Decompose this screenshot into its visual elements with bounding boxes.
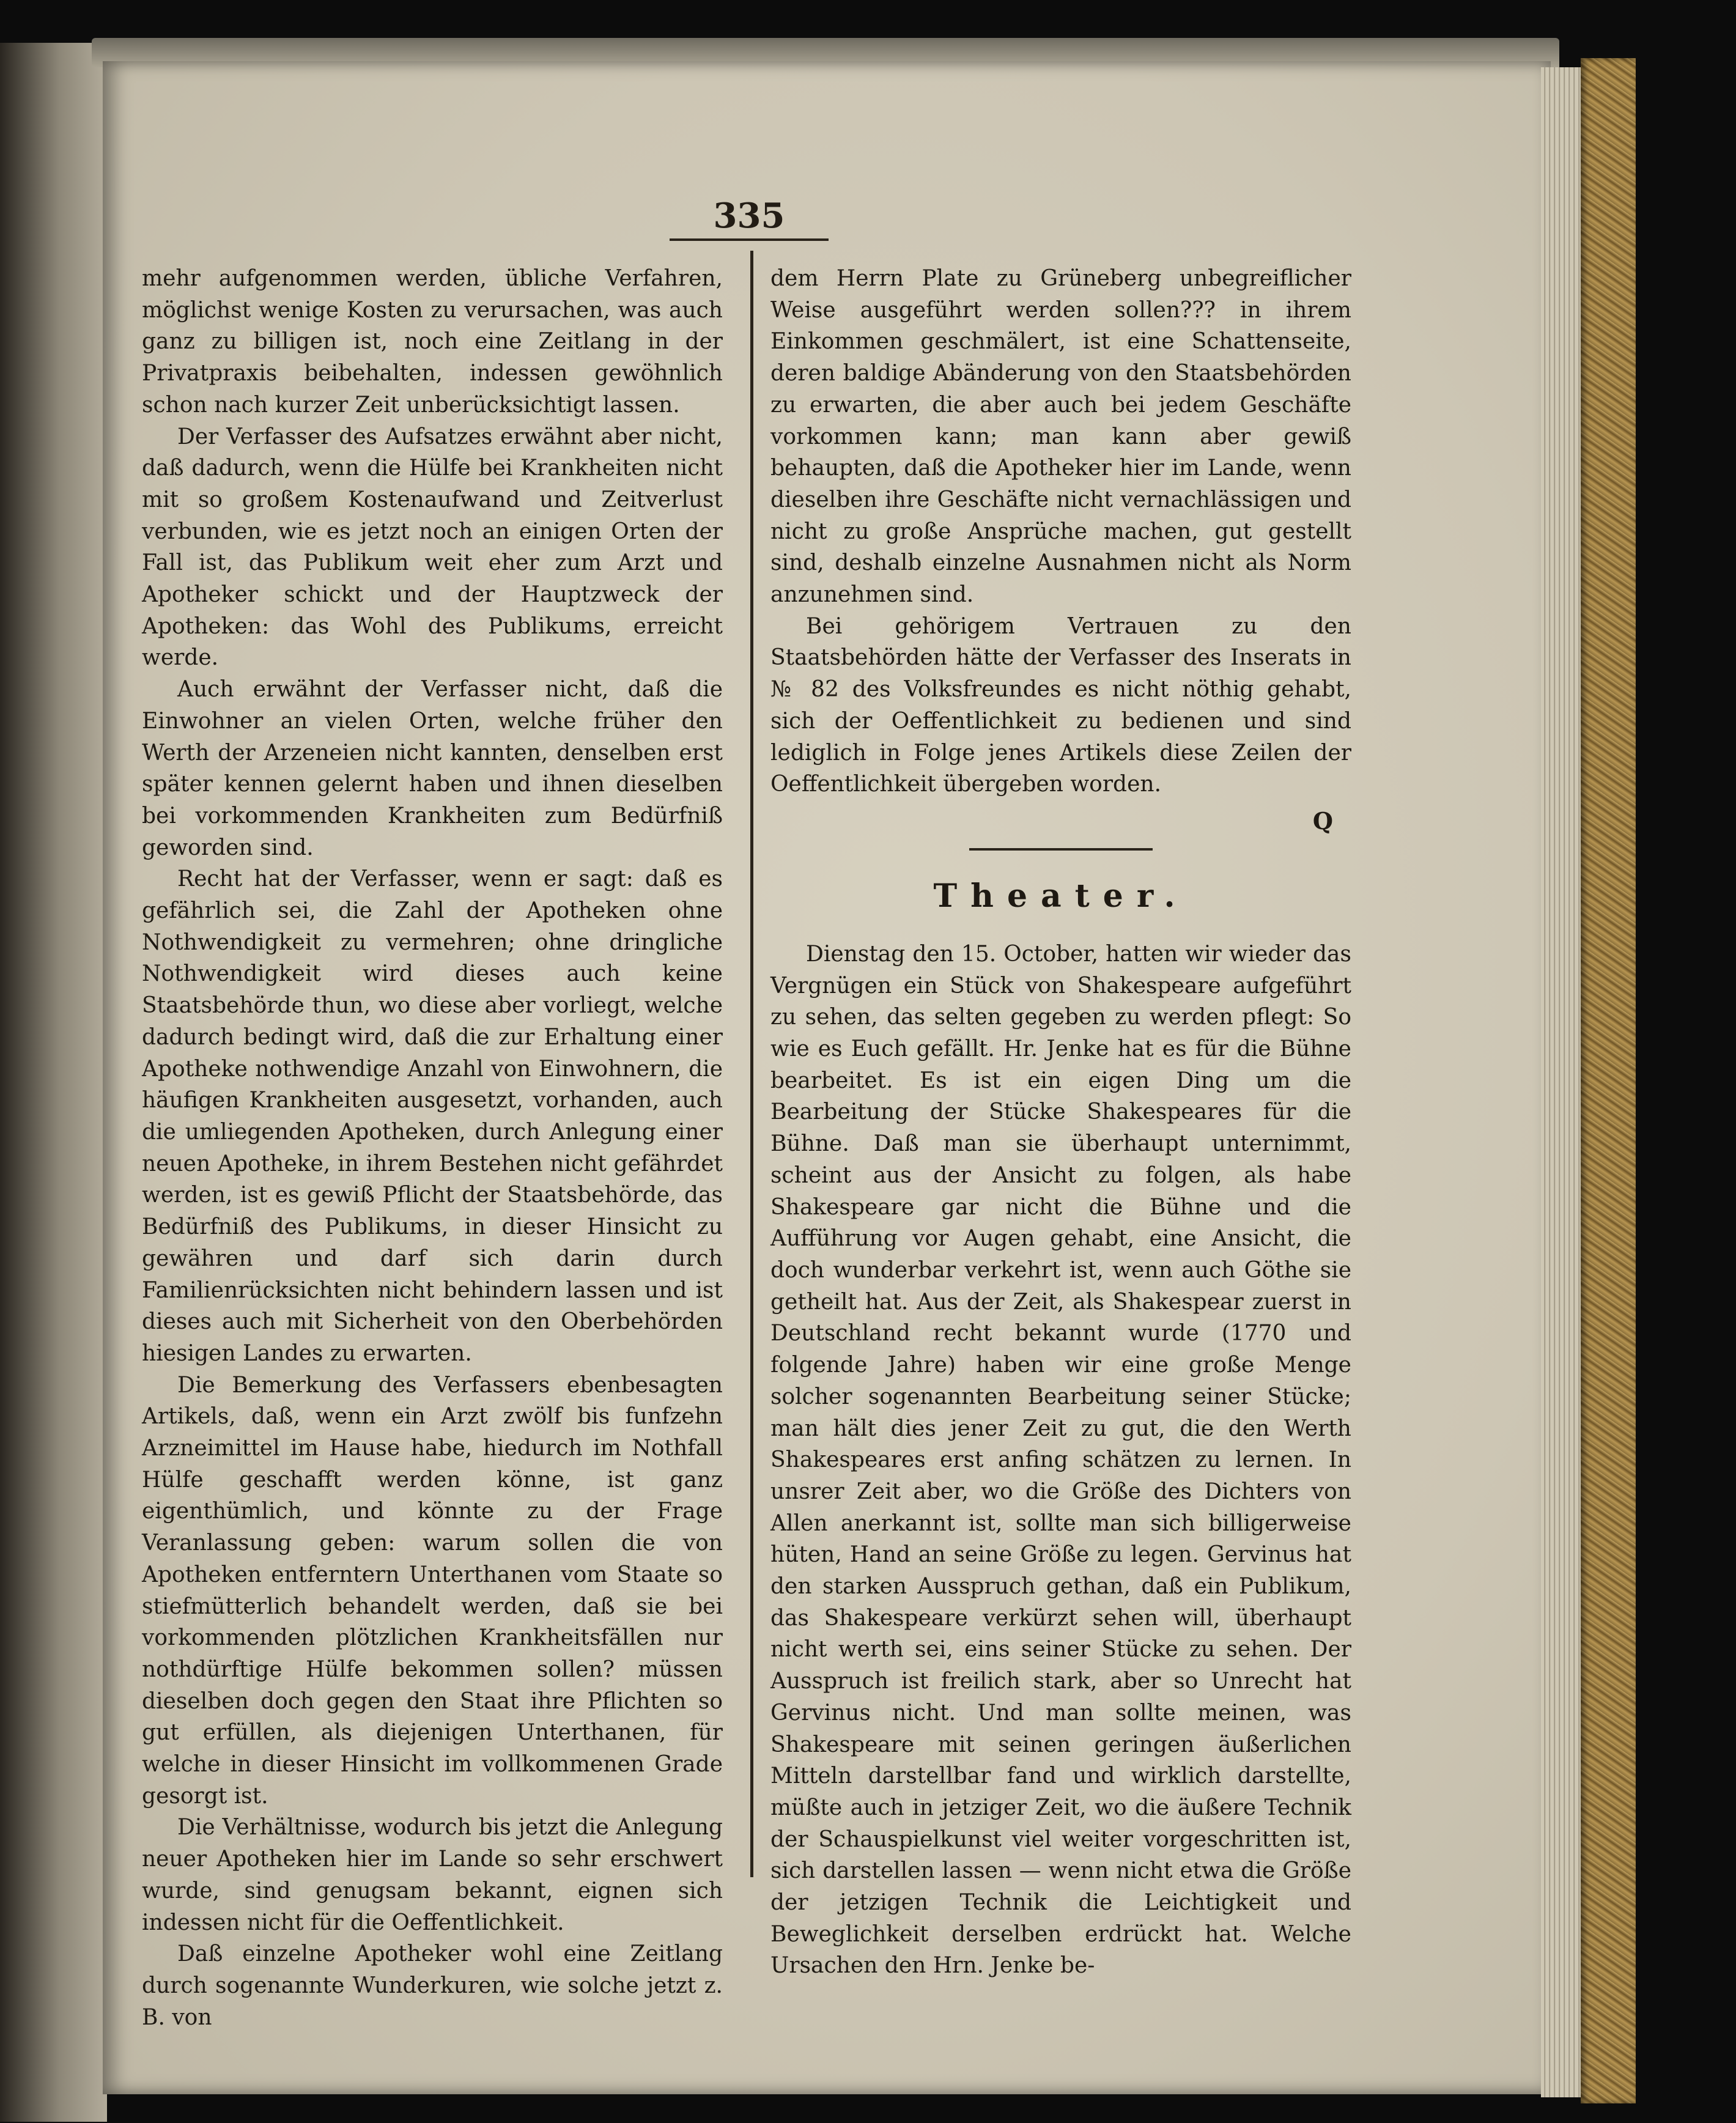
author-signature: Q [1312, 807, 1333, 835]
section-title: Theater. [933, 877, 1189, 915]
paragraph: Dienstag den 15. October, hatten wir wieder das Vergnügen ein Stück von Shakespeare aufgeführt zu sehen, das selten gegeben zu werden pflegt: So wie es Euch gefällt. Hr. Jenke hat es für die Bühne bearbeitet. Es ist ein eigen Ding um die Bearbeitung der Stücke Shakespeares für die Bühne. Daß man sie überhaupt unternimmt, scheint aus der Ansicht zu folgen, als habe Shakespeare gar nicht die Bühne und die Aufführung vor Augen gehabt, eine Ansicht, die doch wunderbar verkehrt ist, wenn auch Göthe sie getheilt hat. Aus der Zeit, als Shakespear zuerst in Deutschland recht bekannt wurde (1770 und folgende Jahre) haben wir eine große Menge solcher sogenannten Bearbeitung seiner Stücke; man hält dies jener Zeit zu gut, die den Werth Shakespeares erst anfing schätzen zu lernen. In unsrer Zeit aber, wo die Größe des Dichters von Allen anerkannt ist, sollte man sich billigerweise hüten, Hand an seine Größe zu legen. Gervinus hat den starken Ausspruch gethan, daß ein Publikum, das Shakespeare verkürzt sehen will, überhaupt nicht werth sei, eins seiner Stücke zu sehen. Der Ausspruch ist freilich stark, aber so Unrecht hat Gervinus nicht. Und man sollte meinen, was Shakespeare mit seinen geringen äußerlichen Mitteln darstellbar fand und wirklich darstellte, müßte auch in jetziger Zeit, wo die äußere Technik der Schauspielkunst viel weiter vorgeschritten ist, sich darstellen lassen — wenn nicht etwa die Größe der jetzigen Technik die Leichtigkeit und Beweglichkeit derselben erdrückt hat. Welche Ursachen den Hrn. Jenke be- [770, 941, 1351, 1979]
left-column [142, 263, 723, 2033]
paragraph: Daß einzelne Apotheker wohl eine Zeitlang durch sogenannte Wunderkuren, wie solche jetzt z. B. von [142, 1941, 723, 2030]
header-rule [670, 238, 829, 241]
column-divider [750, 251, 753, 1877]
paragraph: Bei gehörigem Vertrauen zu den Staatsbehörden hätte der Verfasser des Inserats in № 82 des Volksfreundes es nicht nöthig gehabt, sich der Oeffentlichkeit zu bedienen und sind lediglich in Folge jenes Artikels diese Zeilen der Oeffentlichkeit übergeben worden. [770, 613, 1351, 797]
paragraph: Auch erwähnt der Verfasser nicht, daß die Einwohner an vielen Orten, welche früher den Werth der Arzeneien nicht kannten, denselben erst später kennen gelernt haben und ihnen dieselben bei vorkommenden Krankheiten zum Bedürfniß geworden sind. [142, 677, 723, 860]
paragraph: mehr aufgenommen werden, übliche Verfahren, möglichst wenige Kosten zu verursachen, was auch ganz zu billigen ist, noch eine Zeitlang in der Privatpraxis beibehalten, indessen gewöhnlich schon nach kurzer Zeit unberücksichtigt lassen. [142, 266, 723, 418]
paragraph: Der Verfasser des Aufsatzes erwähnt aber nicht, daß dadurch, wenn die Hülfe bei Krankheiten nicht mit so großem Kostenaufwand und Zeitverlust verbunden, wie es jetzt noch an einigen Orten der Fall ist, das Publikum weit eher zum Arzt und Apotheker schickt und der Hauptzweck der Apotheken: das Wohl des Publikums, erreicht werde. [142, 424, 723, 671]
right-column [770, 263, 1351, 1982]
marbled-cover-edge [1581, 58, 1636, 2103]
section-divider [969, 848, 1153, 851]
paragraph: Die Verhältnisse, wodurch bis jetzt die Anlegung neuer Apotheken hier im Lande so sehr erschwert wurde, sind genugsam bekannt, eignen sich indessen nicht für die Oeffentlichkeit. [142, 1815, 723, 1935]
page-number: 335 [713, 196, 785, 236]
paragraph: dem Herrn Plate zu Grüneberg unbegreiflicher Weise ausgeführt werden sollen??? in ihrem Einkommen geschmälert, ist eine Schattenseite, deren baldige Abänderung von den Staatsbehörden zu erwarten, die aber auch bei jedem Geschäfte vorkommen kann; man kann aber gewiß behaupten, daß die Apotheker hier im Lande, wenn dieselben ihre Geschäfte nicht vernachlässigen und nicht zu große Ansprüche machen, gut gestellt sind, deshalb einzelne Ausnahmen nicht als Norm anzunehmen sind. [770, 266, 1351, 608]
paragraph: Die Bemerkung des Verfassers ebenbesagten Artikels, daß, wenn ein Arzt zwölf bis funfzehn Arzneimittel im Hause habe, hiedurch im Nothfall Hülfe geschafft werden könne, ist ganz eigenthümlich, und könnte zu der Frage Veranlassung geben: warum sollen die von Apotheken entferntern Unterthanen vom Staate so stiefmütterlich behandelt werden, daß sie bei vorkommenden plötzlichen Krankheitsfällen nur nothdürftige Hülfe bekommen sollen? müssen dieselben doch gegen den Staat ihre Pflichten so gut erfüllen, als diejenigen Unterthanen, für welche in dieser Hinsicht im vollkommenen Grade gesorgt ist. [142, 1372, 723, 1809]
facing-page-edge [0, 43, 107, 2122]
paragraph: Recht hat der Verfasser, wenn er sagt: daß es gefährlich sei, die Zahl der Apotheken ohne Nothwendigkeit zu vermehren; ohne dringliche Nothwendigkeit wird dieses auch keine Staatsbehörde thun, wo diese aber vorliegt, welche dadurch bedingt wird, daß die zur Erhaltung einer Apotheke nothwendige Anzahl von Einwohnern, die häufigen Krankheiten ausgesetzt, vorhanden, auch die umliegenden Apotheken, durch Anlegung einer neuen Apotheke, in ihrem Bestehen nicht gefährdet werden, ist es gewiß Pflicht der Staatsbehörde, das Bedürfniß des Publikums, in dieser Hinsicht zu gewähren und darf sich darin durch Familienrücksichten nicht behindern lassen und ist dieses auch mit Sicherheit von den Oberbehörden hiesigen Landes zu erwarten. [142, 866, 723, 1366]
stacked-page-edges [1541, 67, 1584, 2097]
